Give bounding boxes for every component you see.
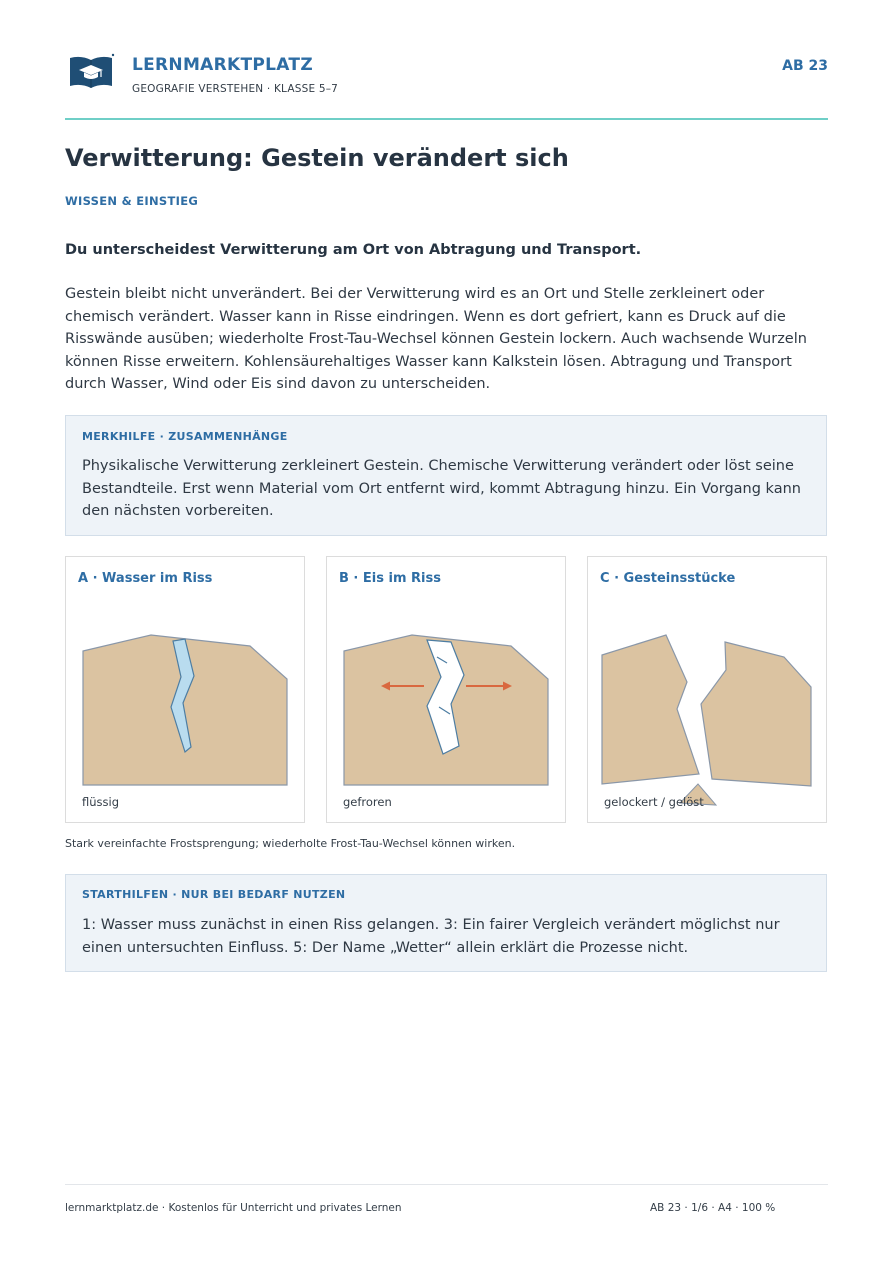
panel-b-caption: gefroren bbox=[343, 795, 392, 809]
sheet-number: AB 23 bbox=[782, 58, 828, 74]
figure-panel-c bbox=[587, 556, 827, 823]
panel-a-title: A · Wasser im Riss bbox=[78, 571, 213, 586]
worksheet-page bbox=[65, 0, 828, 1263]
figure-panel-b bbox=[326, 556, 566, 823]
panel-c-caption: gelockert / gelöst bbox=[604, 795, 704, 809]
brand-subtitle: GEOGRAFIE VERSTEHEN · KLASSE 5–7 bbox=[132, 83, 339, 95]
figure-caption: Stark vereinfachte Frostsprengung; wiederholte Frost-Tau-Wechsel können wirken. bbox=[65, 837, 516, 850]
merkhilfe-box bbox=[65, 415, 827, 536]
starthilfen-text: 1: Wasser muss zunächst in einen Riss gelangen. 3: Ein fairer Vergleich verändert möglichst nur einen untersuchten Einfluss. 5: Der Name „Wetter“ allein erklärt die Prozesse nicht. bbox=[82, 917, 780, 956]
section-label: WISSEN & EINSTIEG bbox=[65, 194, 199, 208]
panel-c-title: C · Gesteinsstücke bbox=[600, 571, 736, 586]
figure-panel-a bbox=[65, 556, 305, 823]
ice-in-crack-illustration bbox=[327, 557, 567, 824]
merkhilfe-title: MERKHILFE · ZUSAMMENHÄNGE bbox=[82, 430, 288, 443]
footer-site: lernmarktplatz.de · Kostenlos für Unterricht und privates Lernen bbox=[65, 1202, 402, 1214]
page-title: Verwitterung: Gestein verändert sich bbox=[65, 144, 569, 172]
footer-divider bbox=[65, 1184, 828, 1185]
graduation-cap-book-icon bbox=[67, 52, 115, 92]
water-in-crack-illustration bbox=[66, 557, 306, 824]
starthilfen-box bbox=[65, 874, 827, 972]
loosened-rock-illustration bbox=[588, 557, 828, 824]
footer-page-info: AB 23 · 1/6 · A4 · 100 % bbox=[650, 1202, 776, 1214]
starthilfen-title: STARTHILFEN · NUR BEI BEDARF NUTZEN bbox=[82, 888, 346, 901]
panel-b-title: B · Eis im Riss bbox=[339, 571, 441, 586]
panel-a-caption: flüssig bbox=[82, 795, 120, 809]
intro-paragraph: Gestein bleibt nicht unverändert. Bei der Verwitterung wird es an Ort und Stelle zerkleinert oder chemisch verändert. Wasser kann in Risse eindringen. Wenn es dort gefriert, kann es Druck auf die Risswände ausüben; wiederholte Frost-Tau-Wechsel können Gestein lockern. Auch wachsende Wurzeln können Risse erweitern. Kohlensäurehaltiges Wasser kann Kalkstein lösen. Abtragung und Transport durch Wasser, Wind oder Eis sind davon zu unterscheiden. bbox=[65, 286, 807, 392]
rock-fragment-left bbox=[602, 635, 699, 784]
learning-goal: Du unterscheidest Verwitterung am Ort von Abtragung und Transport. bbox=[65, 242, 642, 258]
brand-name: LERNMARKTPLATZ bbox=[132, 55, 313, 75]
header-divider bbox=[65, 118, 828, 120]
merkhilfe-text: Physikalische Verwitterung zerkleinert Gestein. Chemische Verwitterung verändert oder löst seine Bestandteile. Erst wenn Material vom Ort entfernt wird, kommt Abtragung hinzu. Ein Vorgang kann den nächsten vorbereiten. bbox=[82, 458, 801, 519]
rock-fragment-right bbox=[701, 642, 811, 786]
